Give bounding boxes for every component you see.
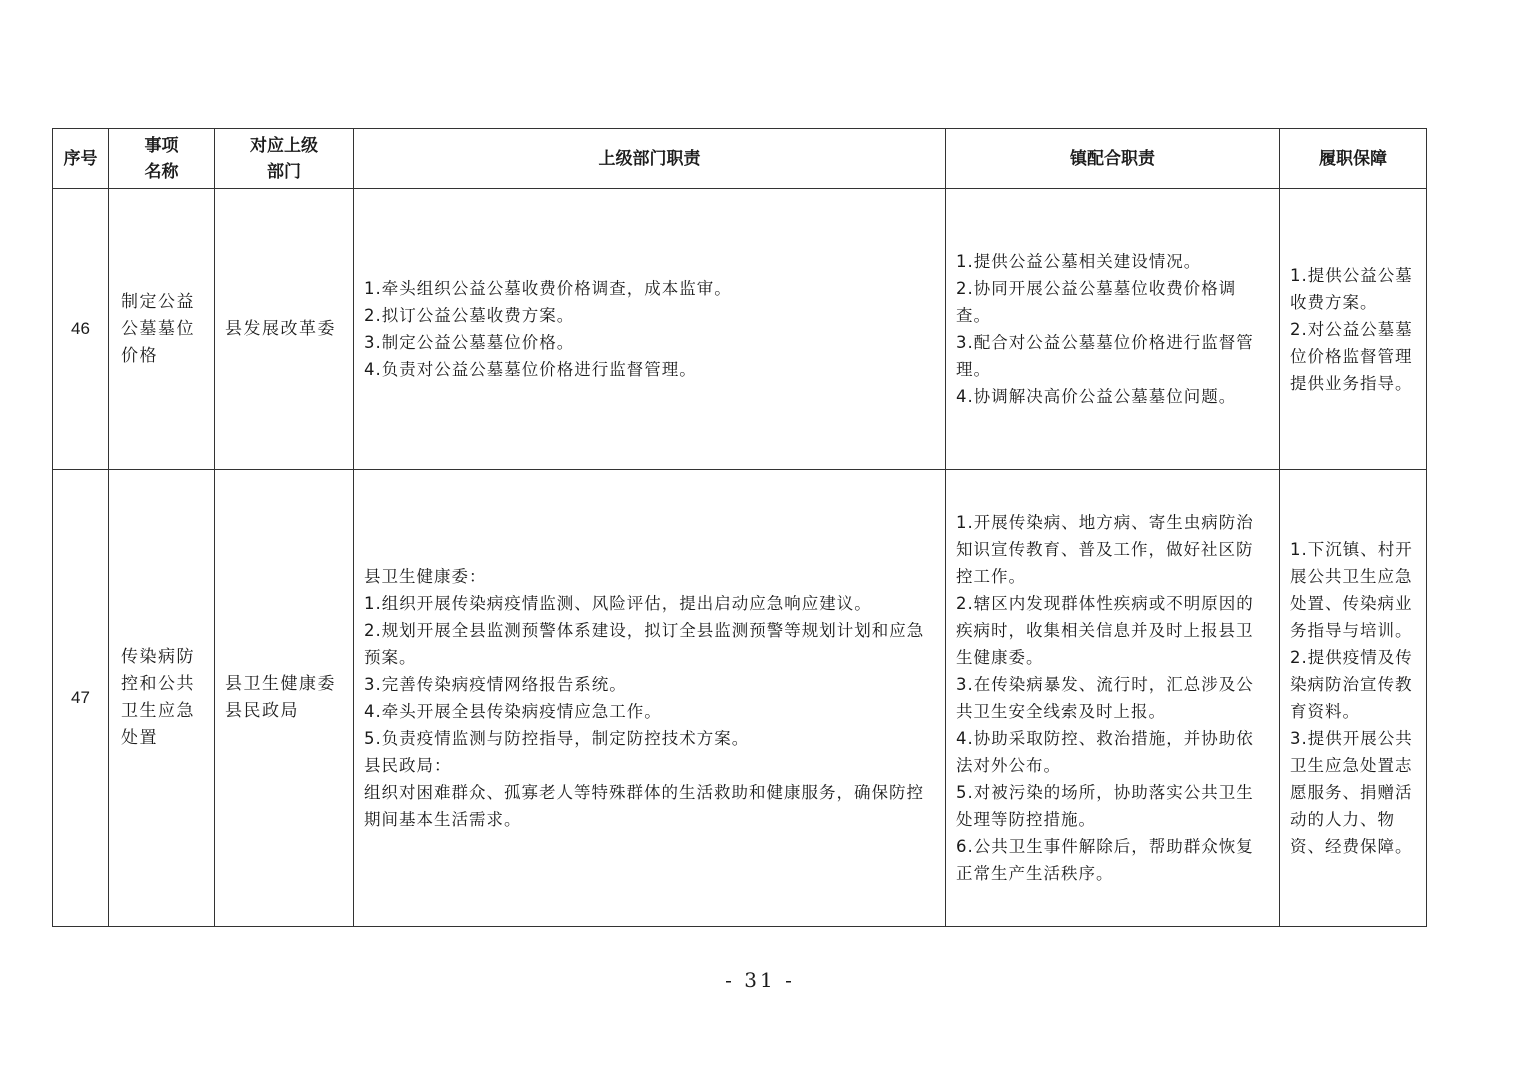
duty-line: 1.开展传染病、地方病、寄生虫病防治知识宣传教育、普及工作，做好社区防控工作。 xyxy=(956,513,1254,586)
dept-name: 县民政局 xyxy=(225,701,299,721)
duty-line: 4.协助采取防控、救治措施，并协助依法对外公布。 xyxy=(956,729,1254,775)
duty-line: 3.在传染病暴发、流行时，汇总涉及公共卫生安全线索及时上报。 xyxy=(956,675,1254,721)
table-header-row xyxy=(53,129,1427,189)
duty-line: 1.提供公益公墓收费方案。 xyxy=(1290,265,1413,312)
row-guarantee xyxy=(1280,189,1427,470)
duty-line: 3.制定公益公墓墓位价格。 xyxy=(364,333,575,352)
duty-line: 县卫生健康委： xyxy=(364,567,487,586)
row-superior-duty xyxy=(354,470,946,927)
row-superior-duty xyxy=(354,189,946,470)
duty-line: 2.协同开展公益公墓墓位收费价格调查。 xyxy=(956,279,1237,325)
table-row xyxy=(53,189,1427,470)
header-superior-duty: 上级部门职责 xyxy=(354,129,946,189)
header-item-name: 事项名称 xyxy=(109,129,215,189)
duty-line: 组织对困难群众、孤寡老人等特殊群体的生活救助和健康服务，确保防控期间基本生活需求。 xyxy=(364,783,924,829)
row-item-name: 传染病防控和公共卫生应急处置 xyxy=(109,470,215,927)
duty-table xyxy=(52,128,1427,927)
dept-name: 县卫生健康委 xyxy=(225,674,336,694)
duty-line: 3.完善传染病疫情网络报告系统。 xyxy=(364,675,627,694)
row-town-duty xyxy=(946,189,1280,470)
duty-line: 3.配合对公益公墓墓位价格进行监督管理。 xyxy=(956,333,1254,379)
duty-line: 县民政局： xyxy=(364,756,452,775)
duty-line: 4.负责对公益公墓墓位价格进行监督管理。 xyxy=(364,360,697,379)
duty-line: 1.下沉镇、村开展公共卫生应急处置、传染病业务指导与培训。 xyxy=(1290,540,1413,640)
duty-line: 2.规划开展全县监测预警体系建设，拟订全县监测预警等规划计划和应急预案。 xyxy=(364,621,925,667)
duty-line: 2.对公益公墓墓位价格监督管理提供业务指导。 xyxy=(1290,319,1413,393)
duty-line: 4.协调解决高价公益公墓墓位问题。 xyxy=(956,387,1237,406)
duty-line: 2.辖区内发现群体性疾病或不明原因的疾病时，收集相关信息并及时上报县卫生健康委。 xyxy=(956,594,1254,667)
duty-line: 3.提供开展公共卫生应急处置志愿服务、捐赠活动的人力、物资、经费保障。 xyxy=(1290,729,1413,856)
duty-line: 1.组织开展传染病疫情监测、风险评估，提出启动应急响应建议。 xyxy=(364,594,872,613)
row-guarantee xyxy=(1280,470,1427,927)
row-item-name: 制定公益公墓墓位价格 xyxy=(109,189,215,470)
header-guarantee: 履职保障 xyxy=(1280,129,1427,189)
duty-line: 1.牵头组织公益公墓收费价格调查，成本监审。 xyxy=(364,279,732,298)
duty-line: 2.提供疫情及传染病防治宣传教育资料。 xyxy=(1290,648,1413,721)
header-no: 序号 xyxy=(53,129,109,189)
duty-line: 4.牵头开展全县传染病疫情应急工作。 xyxy=(364,702,662,721)
row-superior-dept: 县发展改革委 xyxy=(215,189,354,470)
duty-line: 1.提供公益公墓相关建设情况。 xyxy=(956,252,1202,271)
header-superior-dept: 对应上级部门 xyxy=(215,129,354,189)
row-no: 47 xyxy=(53,470,109,927)
row-no: 46 xyxy=(53,189,109,470)
table-row xyxy=(53,470,1427,927)
duty-table-container xyxy=(52,128,1426,927)
duty-line: 2.拟订公益公墓收费方案。 xyxy=(364,306,575,325)
duty-line: 5.负责疫情监测与防控指导，制定防控技术方案。 xyxy=(364,729,750,748)
duty-line: 6.公共卫生事件解除后，帮助群众恢复正常生产生活秩序。 xyxy=(956,837,1254,883)
header-town-duty: 镇配合职责 xyxy=(946,129,1280,189)
row-superior-dept xyxy=(215,470,354,927)
duty-line: 5.对被污染的场所，协助落实公共卫生处理等防控措施。 xyxy=(956,783,1254,829)
row-town-duty xyxy=(946,470,1280,927)
page-number: - 31 - xyxy=(725,968,795,992)
